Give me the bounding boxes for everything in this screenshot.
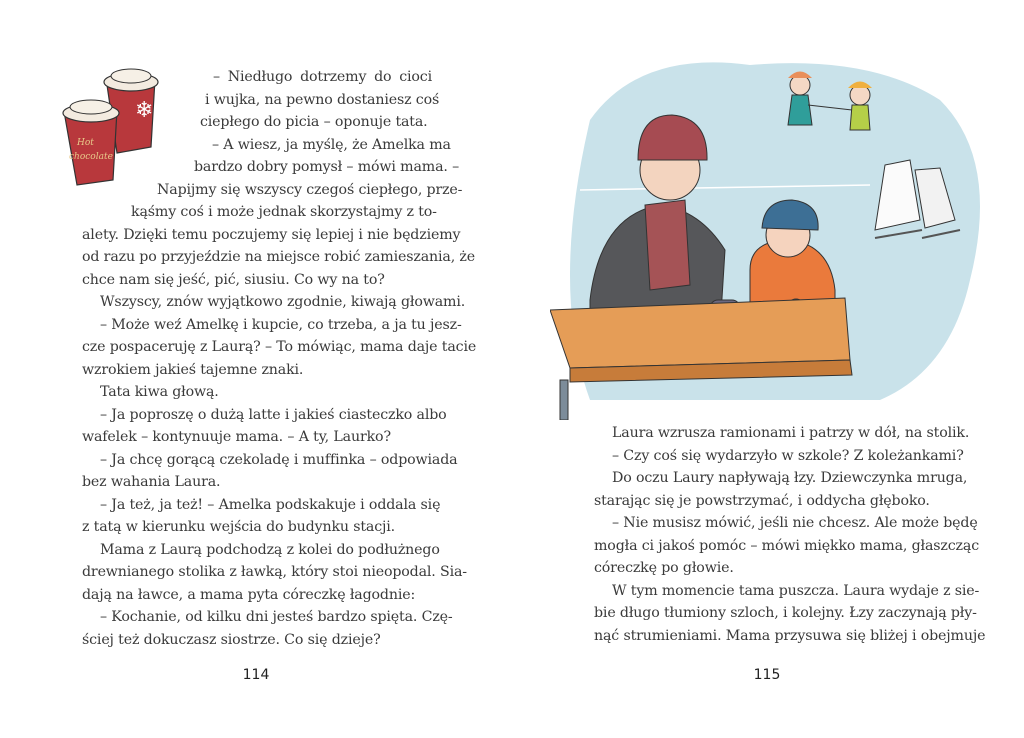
text-line: alety. Dzięki temu poczujemy się lepiej i nie będziemy	[82, 226, 461, 243]
text-line: Do oczu Laury napływają łzy. Dziewczynka mruga,	[612, 470, 968, 486]
page-number-left: 114	[242, 667, 270, 683]
wooden-table	[550, 298, 852, 420]
text-line: – Ja poproszę o dużą latte i jakieś ciasteczko albo	[100, 406, 447, 423]
text-line: – Może weź Amelkę i kupcie, co trzeba, a ja tu jesz-	[100, 316, 462, 333]
text-line: – Nie musisz mówić, jeśli nie chcesz. Ale może będę	[612, 515, 978, 531]
text-line: bez wahania Laura.	[82, 474, 221, 490]
text-line: starając się je powstrzymać, i oddycha głęboko.	[594, 492, 930, 509]
text-line: W tym momencie tama puszcza. Laura wydaje z sie-	[612, 582, 980, 599]
text-line: ściej też dokuczasz siostrze. Co się dzieje?	[82, 631, 381, 648]
right-page	[512, 0, 1024, 738]
text-line: Napijmy się wszyscy czegoś ciepłego, prze-	[157, 181, 463, 198]
text-line: kąśmy coś i może jednak skorzystajmy z to-	[131, 204, 437, 220]
text-line: – Ja chcę gorącą czekoladę i muffinka – odpowiada	[100, 451, 458, 468]
text-line: Laura wzrusza ramionami i patrzy w dół, na stolik.	[612, 425, 970, 441]
text-line: wafelek – kontynuuje mama. – A ty, Laurko?	[82, 429, 391, 445]
text-line: – Niedługo dotrzemy do cioci	[213, 69, 432, 85]
text-line: – A wiesz, ja myślę, że Amelka ma	[212, 136, 451, 153]
text-line: nąć strumieniami. Mama przysuwa się bliżej i obejmuje	[594, 627, 986, 644]
text-line: cze pospaceruję z Laurą? – To mówiąc, mama daje tacie	[82, 339, 477, 355]
text-line: chce nam się jeść, pić, siusiu. Co wy na to?	[82, 271, 385, 288]
text-line: bie długo tłumiony szloch, i kolejny. Łzy zaczynają pły-	[594, 605, 977, 621]
text-line: córeczkę po głowie.	[594, 560, 734, 576]
text-line: mogła ci jakoś pomóc – mówi miękko mama, głaszcząc	[594, 537, 979, 554]
text-line: z tatą w kierunku wejścia do budynku stacji.	[82, 519, 396, 535]
text-line: Wszyscy, znów wyjątkowo zgodnie, kiwają głowami.	[100, 294, 466, 310]
text-line: ciepłego do picia – oponuje tata.	[200, 114, 428, 130]
hot-chocolate-cups-illustration	[55, 55, 205, 190]
text-line: Tata kiwa głową.	[100, 384, 219, 400]
text-line: – Czy coś się wydarzyło w szkole? Z koleżankami?	[612, 447, 964, 464]
text-line: – Kochanie, od kilku dni jesteś bardzo spięta. Czę-	[100, 609, 453, 625]
text-line: – Ja też, ja też! – Amelka podskakuje i oddala się	[100, 496, 441, 513]
svg-text:❄: ❄	[135, 98, 154, 123]
text-line: drewnianego stolika z ławką, który stoi nieopodal. Sia-	[82, 564, 467, 580]
text-line: wzrokiem jakieś tajemne znaki.	[82, 361, 304, 378]
text-line: dają na ławce, a mama pyta córeczkę łagodnie:	[82, 586, 416, 603]
text-line: bardzo dobry pomysł – mówi mama. –	[194, 159, 460, 175]
mother-comforting-daughter-illustration	[550, 40, 990, 420]
text-line: Mama z Laurą podchodzą z kolei do podłużnego	[100, 541, 440, 558]
front-cup-icon	[63, 100, 119, 185]
page-number-right: 115	[753, 667, 781, 683]
svg-text:chocolate: chocolate	[69, 152, 113, 162]
text-line: od razu po przyjeździe na miejsce robić zamieszania, że	[82, 249, 475, 265]
text-line: i wujka, na pewno dostaniesz coś	[205, 91, 440, 108]
svg-text:Hot: Hot	[77, 138, 94, 148]
